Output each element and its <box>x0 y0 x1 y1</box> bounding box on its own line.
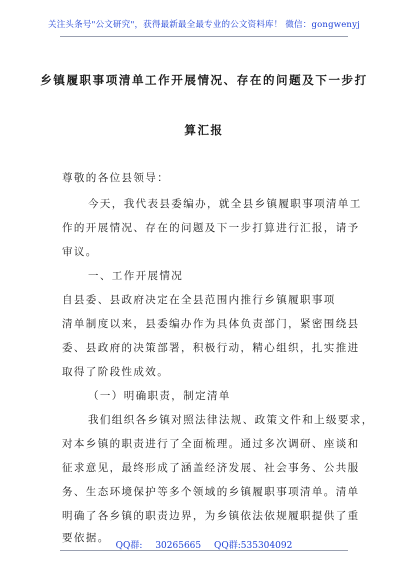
subsection-heading: （一）明确职责，制定清单 <box>88 390 231 402</box>
document-title-line-2: 算汇报 <box>184 123 224 137</box>
body-line: 征求意见，最终形成了涵盖经济发展、社会事务、公共服 <box>62 462 360 474</box>
body-line: 明确了各乡镇的职责边界，为乡镇依法依规履职提供了重 <box>62 510 360 522</box>
body-line: 自县委、县政府决定在全县范围内推行乡镇履职事项 <box>62 294 336 306</box>
body-line: 务、生态环境保护等多个领域的乡镇履职事项清单。清单 <box>62 486 360 498</box>
header-divider <box>60 36 348 37</box>
body-line: 要依据。 <box>62 532 110 544</box>
body-line: 我们组织各乡镇对照法律法规、政策文件和上级要求， <box>88 414 374 426</box>
footer-divider <box>60 550 348 551</box>
salutation: 尊敬的各位县领导： <box>62 172 170 184</box>
body-line: 委、县政府的决策部署，积极行动，精心组织，扎实推进 <box>62 342 360 354</box>
body-line: 清单制度以来，县委编办作为具体负责部门，紧密围绕县 <box>62 318 360 330</box>
body-line: 对本乡镇的职责进行了全面梳理。通过多次调研、座谈和 <box>62 438 360 450</box>
body-line: 取得了阶段性成效。 <box>62 366 170 378</box>
document-title-line-1: 乡镇履职事项清单工作开展情况、存在的问题及下一步打 <box>40 73 368 87</box>
body-line: 审议。 <box>62 246 98 258</box>
header-banner: 关注头条号"公文研究"，获得最新最全最专业的公文资料库！ 微信：gongwenyj <box>48 20 360 30</box>
footer-contact: QQ群: 30265665 QQ群:535304092 <box>115 541 293 551</box>
body-line: 作的开展情况、存在的问题及下一步打算进行汇报，请予 <box>62 222 360 234</box>
body-line: 今天，我代表县委编办，就全县乡镇履职事项清单工 <box>88 198 362 210</box>
section-heading: 一、工作开展情况 <box>88 270 184 282</box>
